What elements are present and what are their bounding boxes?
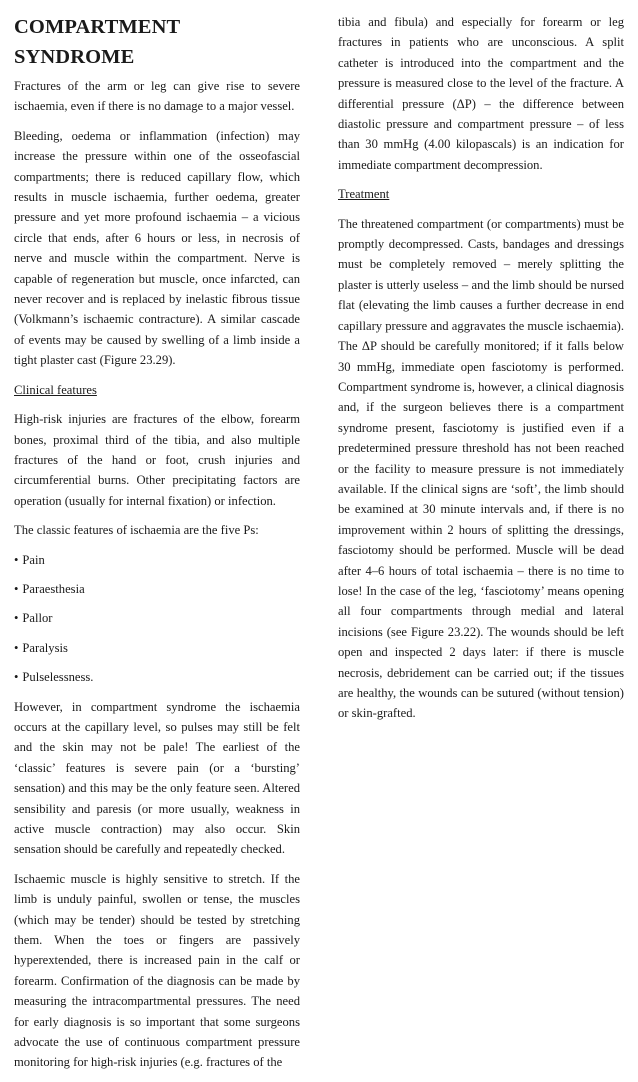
intro-paragraph-1: Fractures of the arm or leg can give rise to severe ischaemia, even if there is no damage to a major vessel. [14,79,300,114]
treatment-heading: Treatment [338,187,390,202]
clinical-features-heading: Clinical features [14,382,97,397]
list-item-pulselessness [14,667,300,687]
bullet-marker: • [14,640,19,655]
intro-paragraph-2: Bleeding, oedema or inflammation (infection) may increase the pressure within one of the osseofascial compartments; there is reduced capillary flow, which results in muscle ischaemia, further oedema, greater pressure and yet more profound ischaemia – a vicious circle that ends, after 6 hours or less, in necrosis of nerve and muscle within the compartment. Nerve is capable of regeneration but muscle, once infarcted, can never recover and is replaced by inelastic fibrous tissue (Volkmann’s ischaemic contracture). A similar cascade of events may be caused by swelling of a limb inside a tight plaster cast (Figure 23.29). [14,128,300,368]
list-item-pain [14,550,300,570]
left-column [14,12,300,1082]
bullet-marker: • [14,581,19,596]
bullet-text: Paralysis [22,640,68,655]
clinical-paragraph-4: Ischaemic muscle is highly sensitive to stretch. If the limb is unduly painful, swollen or tense, the muscles (which may be tender) should be tested by stretching them. When the toes or fingers are passively hyperextended, there is increased pain in the calf or forearm. Confirmation of the diagnosis can be made by measuring the intracompartmental pressures. The need for early diagnosis is so important that some surgeons advocate the use of continuous compartment pressure monitoring for high-risk injuries (e.g. fractures of the [14,871,300,1070]
bullet-marker: • [14,611,19,626]
bullet-text: Paraesthesia [22,581,85,596]
bullet-text: Pain [22,552,45,567]
list-item-paraesthesia [14,579,300,599]
page-title: COMPARTMENT SYNDROME [14,16,180,68]
bullet-marker: • [14,552,19,567]
clinical-paragraph-1: High-risk injuries are fractures of the elbow, forearm bones, proximal third of the tibia, and also multiple fractures of the hand or foot, crush injuries and circumferential burns. Other precipitating factors are operation (usually for internal fixation) or infection. [14,412,300,508]
clinical-paragraph-3: However, in compartment syndrome the ischaemia occurs at the capillary level, so pulses may still be felt and the skin may not be pale! The earliest of the ‘classic’ features is severe pain (or a ‘bursting’ sensation) and this may be the only feature seen. Altered sensibility and paresis (or more usually, weakness in active muscle contraction) may also occur. Skin sensation should be carefully and repeatedly checked. [14,699,300,857]
bullet-text: Pallor [22,611,53,626]
list-item-paralysis [14,638,300,658]
bullet-marker: • [14,670,19,685]
clinical-paragraph-2: The classic features of ischaemia are the five Ps: [14,523,259,538]
list-item-pallor [14,608,300,628]
bullet-text: Pulselessness. [22,670,94,685]
treatment-paragraph: The threatened compartment (or compartments) must be promptly decompressed. Casts, bandages and dressings must be completely removed – merely splitting the plaster is utterly useless – and the limb should be nursed flat (elevating the limb causes a further decrease in end capillary pressure and aggravates the muscle ischaemia). The ΔP should be carefully monitored; if it falls below 30 mmHg, immediate open fasciotomy is performed. Compartment syndrome is, however, a clinical diagnosis and, if the surgeon believes there is a compartment syndrome present, fasciotomy is justified even if a predetermined pressure threshold has not been reached or the facility to measure pressure is not immediately available. If the clinical signs are ‘soft’, the limb should be examined at 30 minute intervals and, if there is no improvement within 2 hours of splitting the dressings, fasciotomy should be performed. Muscle will be dead after 4–6 hours of total ischaemia – there is no time to lose! In the case of the leg, ‘fasciotomy’ means opening all four compartments through medial and lateral incisions (see Figure 23.22). The wounds should be left open and inspected 2 days later: if there is muscle necrosis, debridement can be carried out; if the tissues are healthy, the wounds can be sutured (without tension) or skin-grafted. [338,216,624,721]
right-column [338,12,624,733]
continuation-paragraph: tibia and fibula) and especially for forearm or leg fractures in patients who are unconscious. A split catheter is introduced into the compartment and the pressure is measured close to the level of the fracture. A differential pressure (ΔP) – the difference between diastolic pressure and compartment pressure – of less than 30 mmHg (4.00 kilopascals) is an indication for immediate compartment decompression. [338,15,624,172]
